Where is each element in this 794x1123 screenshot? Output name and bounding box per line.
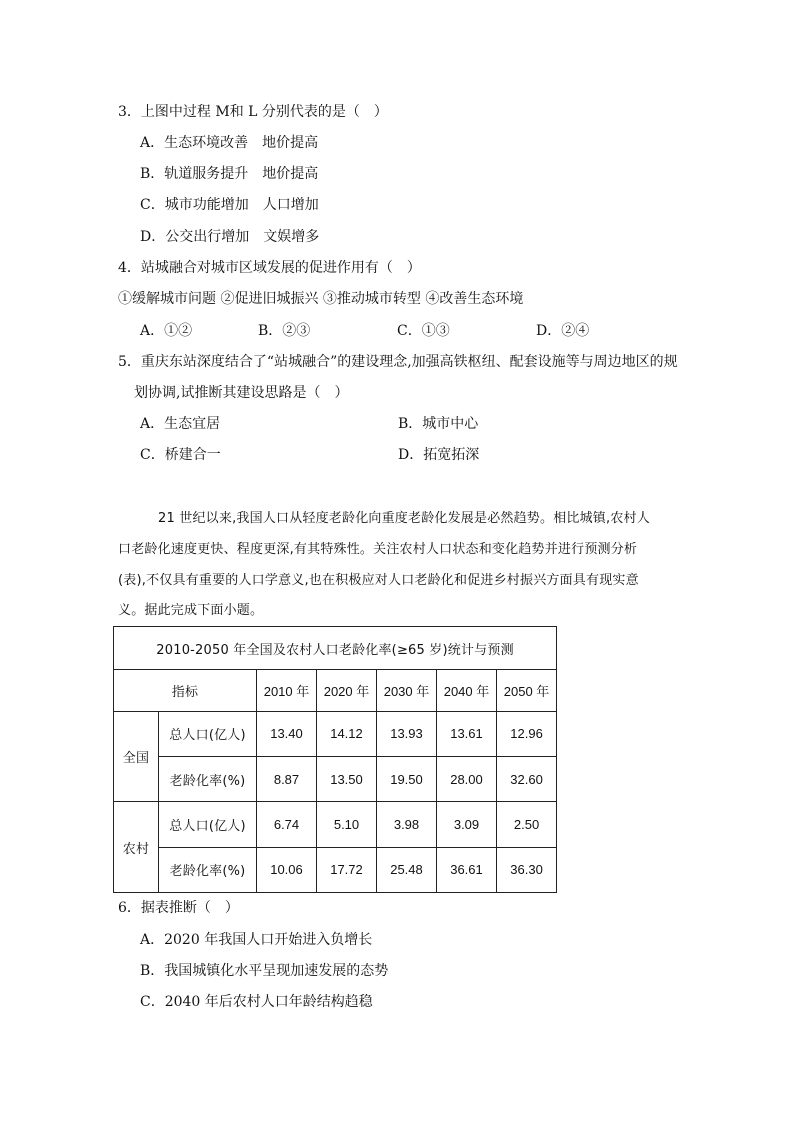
table-row [114, 711, 557, 756]
table-cell: 13.93 [377, 711, 437, 756]
question-5-stem-line-1: 5．重庆东站深度结合了“站城融合”的建设理念,加强高铁枢纽、配套设施等与周边地区的规 [118, 354, 678, 370]
table-cell: 2.50 [497, 802, 557, 847]
aging-statistics-table [113, 626, 557, 893]
table-header-indicator: 指标 [114, 670, 257, 711]
passage-line-1: 21 世纪以来,我国人口从轻度老龄化向重度老龄化发展是必然趋势。相比城镇,农村人 [158, 511, 650, 526]
table-cell: 5.10 [317, 802, 377, 847]
table-cell: 28.00 [437, 756, 497, 801]
question-5-option-a: A．生态宜居 [140, 416, 221, 432]
question-4-stem: 4．站城融合对城市区域发展的促进作用有（ ） [118, 260, 421, 276]
question-3-stem: 3．上图中过程 M和 L 分别代表的是（ ） [118, 104, 388, 120]
table-header-year: 2010 年 [257, 670, 317, 711]
table-cell: 12.96 [497, 711, 557, 756]
table-cell: 36.30 [497, 847, 557, 892]
question-4-option-a: A．①② [140, 323, 193, 339]
table-cell: 13.40 [257, 711, 317, 756]
table-cell: 6.74 [257, 802, 317, 847]
question-3-option-c: C．城市功能增加 人口增加 [140, 197, 319, 213]
table-group-rural: 农村 [114, 802, 159, 893]
table-cell: 13.50 [317, 756, 377, 801]
table-cell: 13.61 [437, 711, 497, 756]
table-group-national: 全国 [114, 711, 159, 802]
question-6-option-b: B．我国城镇化水平呈现加速发展的态势 [140, 963, 389, 979]
question-5-option-d: D．拓宽拓深 [398, 447, 480, 463]
row-label: 总人口(亿人) [159, 802, 257, 847]
question-6-option-c: C．2040 年后农村人口年龄结构趋稳 [140, 994, 373, 1010]
table-cell: 17.72 [317, 847, 377, 892]
table-row [114, 802, 557, 847]
table-title: 2010-2050 年全国及农村人口老龄化率(≥65 岁)统计与预测 [114, 627, 557, 670]
table-header-year: 2030 年 [377, 670, 437, 711]
row-label: 总人口(亿人) [159, 711, 257, 756]
question-5-option-b: B．城市中心 [398, 416, 479, 432]
question-3-option-d: D．公交出行增加 文娱增多 [140, 229, 320, 245]
table-header-year: 2020 年 [317, 670, 377, 711]
table-cell: 3.09 [437, 802, 497, 847]
passage-line-2: 口老龄化速度更快、程度更深,有其特殊性。关注农村人口状态和变化趋势并进行预测分析 [118, 542, 638, 557]
question-3-option-a: A．生态环境改善 地价提高 [140, 135, 319, 151]
question-4-items: ①缓解城市问题 ②促进旧城振兴 ③推动城市转型 ④改善生态环境 [118, 291, 524, 307]
table-cell: 8.87 [257, 756, 317, 801]
table-cell: 3.98 [377, 802, 437, 847]
table-header-year: 2040 年 [437, 670, 497, 711]
question-5-stem-line-2: 划协调,试推断其建设思路是（ ） [134, 385, 349, 401]
table-row [114, 847, 557, 892]
row-label: 老龄化率(%) [159, 756, 257, 801]
question-4-option-d: D．②④ [536, 323, 590, 339]
question-4-option-b: B．②③ [258, 323, 311, 339]
table-cell: 14.12 [317, 711, 377, 756]
question-5-option-c: C．桥建合一 [140, 447, 221, 463]
table-cell: 32.60 [497, 756, 557, 801]
passage-line-3: (表),不仅具有重要的人口学意义,也在积极应对人口老龄化和促进乡村振兴方面具有现实意 [118, 573, 639, 588]
table-cell: 25.48 [377, 847, 437, 892]
question-4-option-c: C．①③ [397, 323, 450, 339]
question-3-option-b: B．轨道服务提升 地价提高 [140, 166, 319, 182]
table-header-year: 2050 年 [497, 670, 557, 711]
table-cell: 19.50 [377, 756, 437, 801]
table-cell: 36.61 [437, 847, 497, 892]
row-label: 老龄化率(%) [159, 847, 257, 892]
table-cell: 10.06 [257, 847, 317, 892]
table-row [114, 756, 557, 801]
passage-line-4: 义。据此完成下面小题。 [118, 603, 264, 618]
question-6-stem: 6．据表推断（ ） [118, 900, 239, 916]
question-6-option-a: A．2020 年我国人口开始进入负增长 [140, 932, 373, 948]
